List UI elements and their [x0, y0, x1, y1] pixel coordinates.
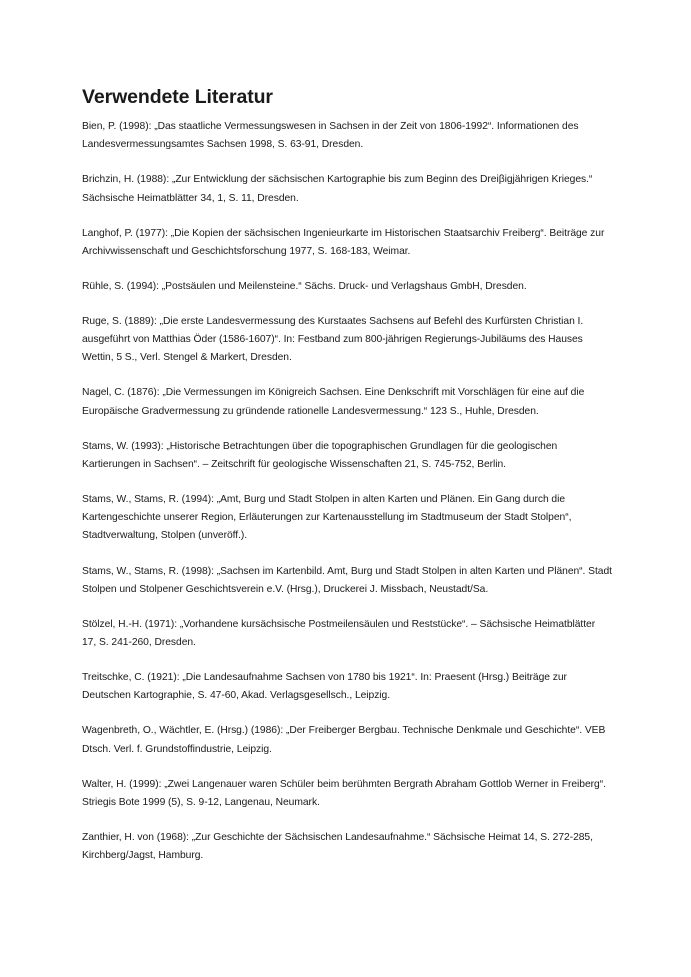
reference-item: Rühle, S. (1994): „Postsäulen und Meilensteine.“ Sächs. Druck- und Verlagshaus GmbH, Dresden.	[82, 280, 527, 292]
document-page	[82, 85, 612, 882]
reference-item: Stams, W., Stams, R. (1998): „Sachsen im Kartenbild. Amt, Burg und Stadt Stolpen in alten Karten und Plänen“. Stadt Stolpen und Stolpener Geschichtsverein e.V. (Hrsg.), Druckerei J. Missbach, Neustadt/Sa.	[82, 565, 612, 595]
reference-item: Langhof, P. (1977): „Die Kopien der sächsischen Ingenieurkarte im Historischen Staatsarchiv Freiberg“. Beiträge zur Archivwissenschaft und Geschichtsforschung 1977, S. 168-183, Weimar.	[82, 227, 605, 257]
reference-item: Treitschke, C. (1921): „Die Landesaufnahme Sachsen von 1780 bis 1921“. In: Praesent (Hrsg.) Beiträge zur Deutschen Kartographie, S. 47-60, Akad. Verlagsgesellsch., Leipzig.	[82, 672, 567, 702]
page-title: Verwendete Literatur	[82, 86, 273, 108]
reference-item: Bien, P. (1998): „Das staatliche Vermessungswesen in Sachsen in der Zeit von 1806-1992“. Informationen des Landesvermessungsamtes Sachsen 1998, S. 63-91, Dresden.	[82, 121, 579, 151]
reference-item: Zanthier, H. von (1968): „Zur Geschichte der Sächsischen Landesaufnahme.“ Sächsische Heimat 14, S. 272-285, Kirchberg/Jagst, Hamburg.	[82, 832, 593, 862]
reference-item: Stams, W. (1993): „Historische Betrachtungen über die topographischen Grundlagen für die geologischen Kartierungen in Sachsen“. – Zeitschrift für geologische Wissenschaften 21, S. 745-752, Berlin.	[82, 440, 558, 470]
reference-item: Ruge, S. (1889): „Die erste Landesvermessung des Kurstaates Sachsens auf Befehl des Kurfürsten Christian I. ausgeführt von Matthias Öder (1586-1607)“. In: Festband zum 800-jährigen Regierungs-Jubiläums des Hauses Wettin, 5 S., Verl. Stengel & Markert, Dresden.	[82, 315, 584, 364]
reference-item: Stams, W., Stams, R. (1994): „Amt, Burg und Stadt Stolpen in alten Karten und Plänen. Ein Gang durch die Kartengeschichte unserer Region, Erläuterungen zur Kartenausstellung im Stadtmuseum der Stadt Stolpen“, Stadtverwaltung, Stolpen (unveröff.).	[82, 494, 572, 542]
reference-item: Walter, H. (1999): „Zwei Langenauer waren Schüler beim berühmten Bergrath Abraham Gottlob Werner in Freiberg“. Striegis Bote 1999 (5), S. 9-12, Langenau, Neumark.	[82, 778, 606, 808]
reference-item: Nagel, C. (1876): „Die Vermessungen im Königreich Sachsen. Eine Denkschrift mit Vorschlägen für eine auf die Europäische Gradvermessung zu gründende rationelle Landesvermessung.“ 123 S., Huhle, Dresden.	[82, 387, 585, 417]
reference-list	[82, 118, 612, 865]
reference-item: Brichzin, H. (1988): „Zur Entwicklung der sächsischen Kartographie bis zum Beginn des Dreiβigjährigen Krieges.“ Sächsische Heimatblätter 34, 1, S. 11, Dresden.	[82, 174, 593, 204]
reference-item: Wagenbreth, O., Wächtler, E. (Hrsg.) (1986): „Der Freiberger Bergbau. Technische Denkmale und Geschichte“. VEB Dtsch. Verl. f. Grundstoffindustrie, Leipzig.	[82, 725, 606, 755]
reference-item: Stölzel, H.-H. (1971): „Vorhandene kursächsische Postmeilensäulen und Reststücke“. – Sächsische Heimatblätter 17, S. 241-260, Dresden.	[82, 618, 596, 649]
